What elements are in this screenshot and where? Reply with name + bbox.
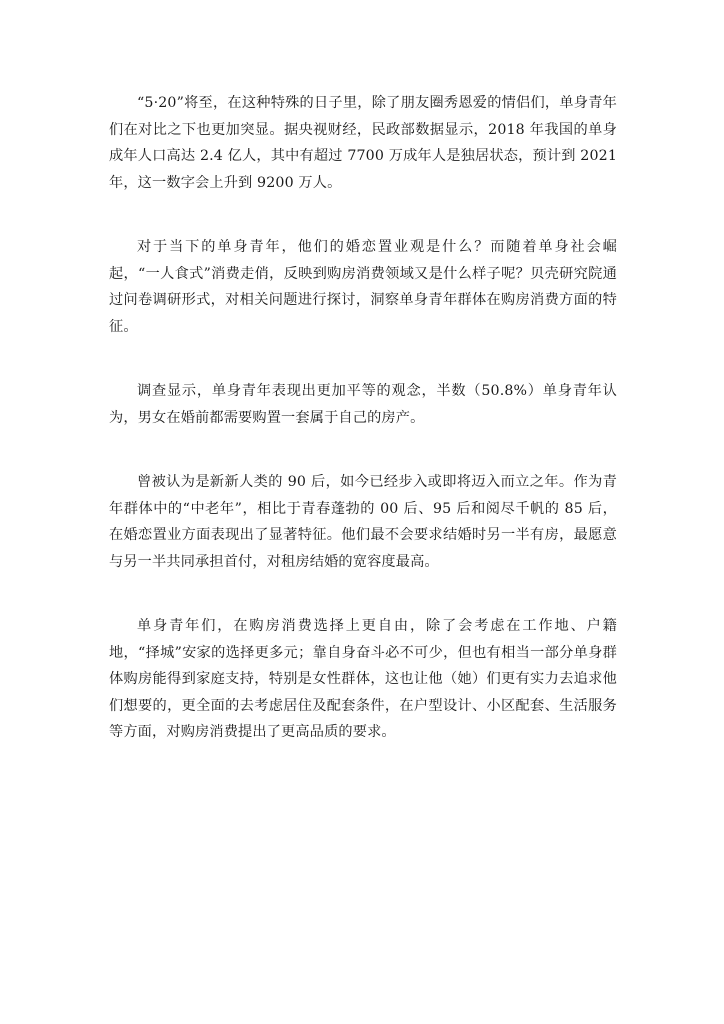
paragraph-purchase-choice: 单身青年们，在购房消费选择上更自由，除了会考虑在工作地、户籍地，“择城”安家的选择更多元；靠自身奋斗必不可少，但也有相当一部分单身群体购房能得到家庭支持，特别是女性群体，这也让他（她）们更有实力去追求他们想要的，更全面的去考虑居住及配套条件，在户型设计、小区配套、生活服务等方面，对购房消费提出了更高品质的要求。	[109, 618, 617, 740]
paragraph-post90s: 曾被认为是新新人类的 90 后，如今已经步入或即将迈入而立之年。作为青年群体中的“中老年”，相比于青春蓬勃的 00 后、95 后和阅尽千帆的 85 后，在婚恋置业方面表现出了显著特征。他们最不会要求结婚时另一半有房，最愿意与另一半共同承担首付，对租房结婚的宽容度最高。	[109, 474, 617, 570]
paragraph-question: 对于当下的单身青年，他们的婚恋置业观是什么？而随着单身社会崛起，“一人食式”消费走俏，反映到购房消费领域又是什么样子呢？贝壳研究院通过问卷调研形式，对相关问题进行探讨，洞察单身青年群体在购房消费方面的特征。	[109, 239, 617, 335]
paragraph-intro: “5·20”将至，在这种特殊的日子里，除了朋友圈秀恩爱的情侣们，单身青年们在对比之下也更加突显。据央视财经，民政部数据显示，2018 年我国的单身成年人口高达 2.4 亿人，其中有超过 7700 万成年人是独居状态，预计到 2021 年，这一数字会上升到 9200 万人。	[109, 95, 617, 191]
article-body	[109, 90, 617, 784]
paragraph-survey-result: 调查显示，单身青年表现出更加平等的观念，半数（50.8%）单身青年认为，男女在婚前都需要购置一套属于自己的房产。	[109, 383, 617, 426]
